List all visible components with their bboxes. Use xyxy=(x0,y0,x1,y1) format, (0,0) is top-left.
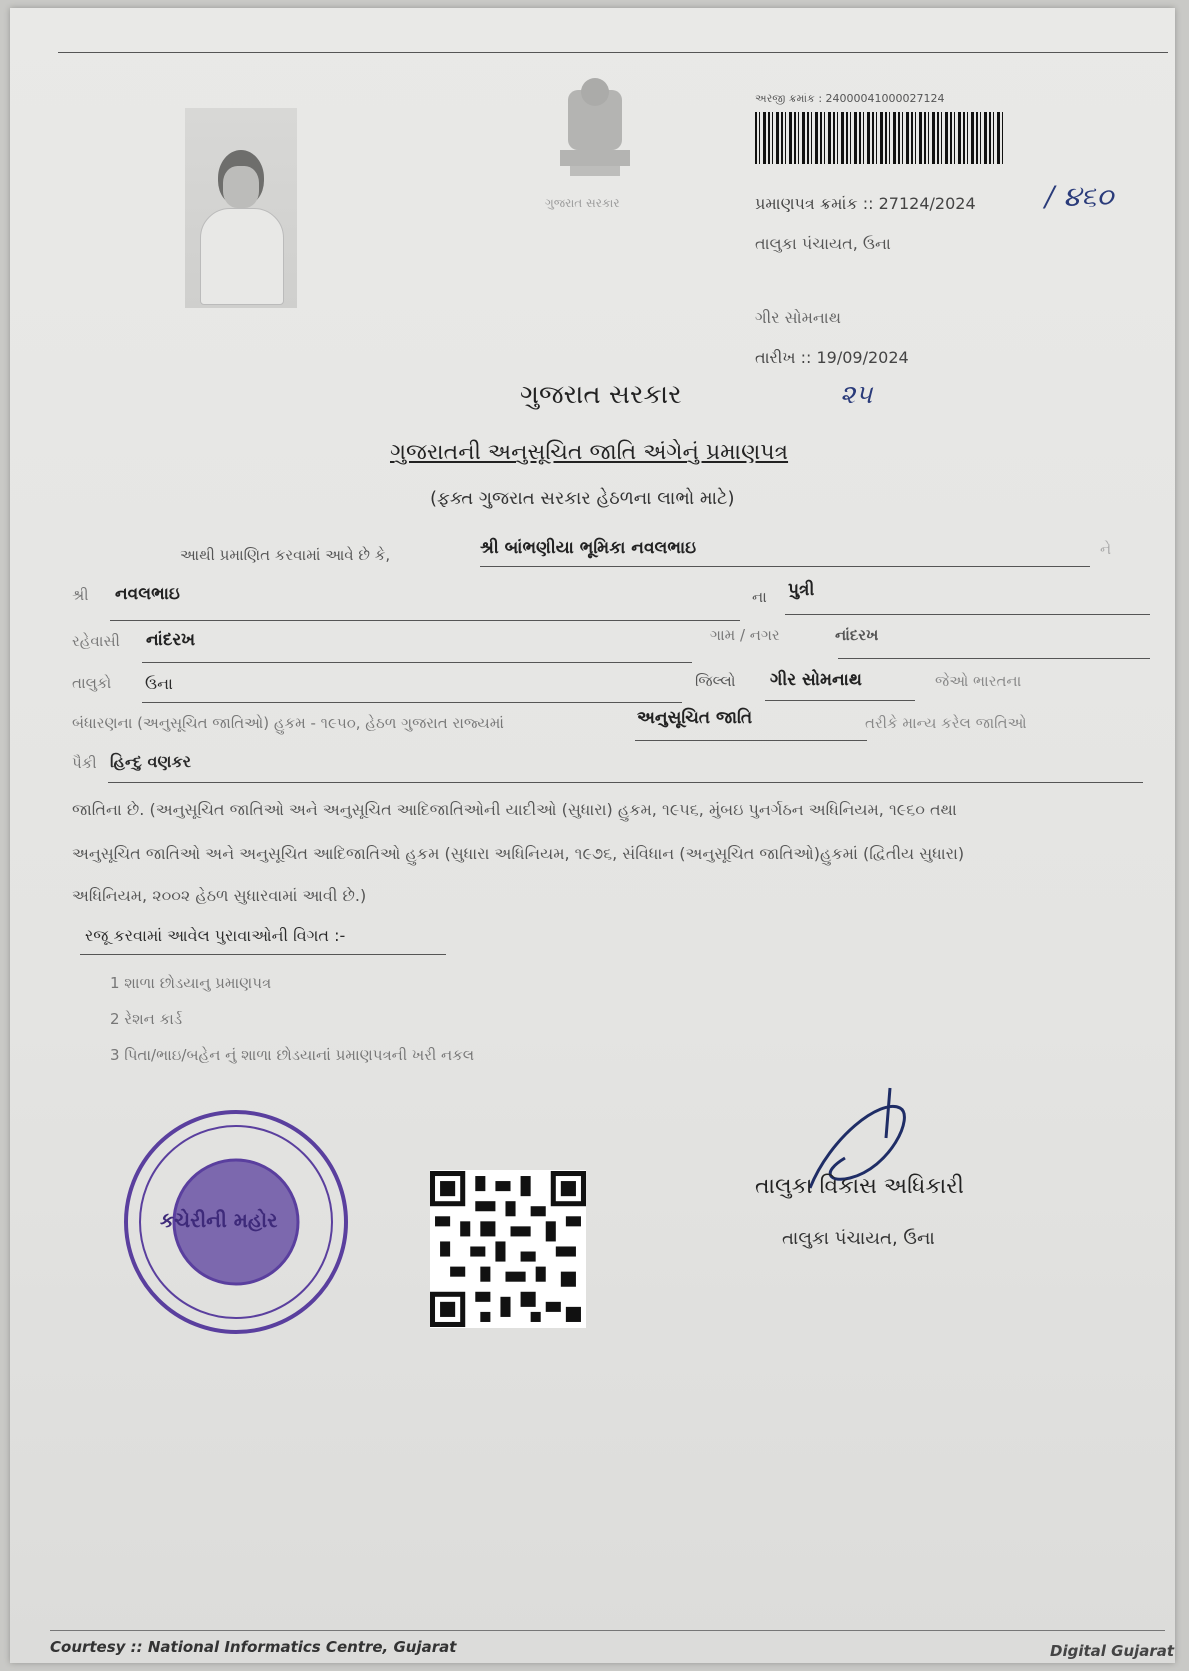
resident-value: નાંદરખ xyxy=(146,630,196,650)
legal-text-line-2: અનુસૂચિત જાતિઓ અને અનુસૂચિત આદિજાતિઓ હુકમ (સુધારા અધિનિયમ, ૧૯૭૬, સંવિધાન (અનુસૂચિત જાતિઓ)હુકમાં (દ્વિતીય સુધારા) xyxy=(72,844,965,863)
certificate-note: (ફક્ત ગુજરાત સરકાર હેઠળના લાભો માટે) xyxy=(430,488,735,509)
order-text: બંધારણના (અનુસૂચિત જાતિઓ) હુકમ - ૧૯૫૦, હેઠળ ગુજરાત રાજ્યમાં xyxy=(72,714,504,732)
district-label: જિલ્લો xyxy=(695,672,736,690)
relation-underline xyxy=(785,614,1150,615)
qr-code xyxy=(430,1170,586,1328)
issue-date: તારીખ :: 19/09/2024 xyxy=(755,348,909,367)
father-underline xyxy=(110,620,740,621)
applicant-photo xyxy=(185,108,297,308)
legal-text-line-1: જાતિના છે. (અનુસૂચિત જાતિઓ અને અનુસૂચિત આદિજાતિઓની યાદીઓ (સુધારા) હુકમ, ૧૯૫૬, મુંબઇ પુનર્ગઠન અધિનિયમ, ૧૯૬૦ તથા xyxy=(72,800,957,819)
caste-underline xyxy=(108,782,1143,783)
village-underline xyxy=(838,658,1150,659)
taluka-underline xyxy=(142,702,682,703)
handwritten-date-mark: ૨૫ xyxy=(840,380,873,410)
footer-rule xyxy=(50,1630,1165,1631)
legal-text-line-3: અધિનિયમ, ૨૦૦૨ હેઠળ સુધારવામાં આવી છે.) xyxy=(72,886,367,905)
barcode-number: અરજી ક્રમાંક : 24000041000027124 xyxy=(755,92,945,105)
government-title: ગુજરાત સરકાર xyxy=(520,380,682,410)
evidence-heading: રજૂ કરવામાં આવેલ પુરાવાઓની વિગત :- xyxy=(85,926,346,945)
recognized-text: તરીકે માન્ય કરેલ જાતિઓ xyxy=(865,714,1027,732)
certificate-title: ગુજરાતની અનુસૂચિત જાતિ અંગેનું પ્રમાણપત્ર xyxy=(390,440,789,465)
resident-label: રહેવાસી xyxy=(72,632,120,650)
handwritten-number: / ૪૬૦ xyxy=(1045,180,1114,213)
footer-courtesy: Courtesy :: National Informatics Centre, Gujarat xyxy=(50,1638,457,1656)
issuing-office: તાલુકા પંચાયત, ઉના xyxy=(755,234,891,253)
state-emblem-icon xyxy=(540,70,650,210)
relation: પુત્રી xyxy=(788,580,815,600)
evidence-item: 1 શાળા છોડયાનુ પ્રમાણપત્ર xyxy=(110,974,272,992)
certificate-number: પ્રમાણપત્ર ક્રમાંક :: 27124/2024 xyxy=(755,194,976,213)
name-suffix: ને xyxy=(1100,540,1112,558)
father-name: નવલભાઇ xyxy=(115,584,180,604)
category-value: અનુસૂચિત જાતિ xyxy=(637,708,753,728)
certify-text: આથી પ્રમાણિત કરવામાં આવે છે કે, xyxy=(180,546,391,564)
taluka-value: ઉના xyxy=(145,674,173,693)
evidence-item: 2 રેશન કાર્ડ xyxy=(110,1010,183,1028)
who-label: જેઓ ભારતના xyxy=(935,672,1022,690)
name-underline xyxy=(480,566,1090,567)
caste-value: હિન્દુ વણકર xyxy=(110,752,192,771)
emblem-caption: ગુજરાત સરકાર xyxy=(545,196,620,210)
signatory-title: તાલુકા વિકાસ અધિકારી xyxy=(755,1174,964,1199)
village-label: ગામ / નગર xyxy=(710,626,780,644)
category-underline xyxy=(635,740,867,741)
certificate-page xyxy=(10,8,1175,1663)
district-underline xyxy=(765,700,915,701)
shri-label: શ્રી xyxy=(72,586,89,604)
resident-underline xyxy=(142,662,692,663)
barcode xyxy=(755,112,1003,164)
district-value: ગીર સોમનાથ xyxy=(770,670,862,690)
issuing-district: ગીર સોમનાથ xyxy=(755,308,841,327)
footer-brand: Digital Gujarat xyxy=(1050,1642,1175,1660)
taluka-label: તાલુકો xyxy=(72,674,112,692)
evidence-item: 3 પિતા/ભાઇ/બહેન નું શાળા છોડયાનાં પ્રમાણપત્રની ખરી નકલ xyxy=(110,1046,475,1064)
evidence-underline xyxy=(80,954,446,955)
village-value: નાંદરખ xyxy=(835,626,879,644)
seal-center-text: કચેરીની મહોર xyxy=(160,1208,278,1232)
signatory-office: તાલુકા પંચાયત, ઉના xyxy=(782,1228,935,1249)
na-label: ના xyxy=(752,588,767,606)
caste-label: પૈકી xyxy=(72,754,97,772)
person-name: શ્રી બાંભણીયા ભૂમિકા નવલભાઇ xyxy=(480,538,697,558)
